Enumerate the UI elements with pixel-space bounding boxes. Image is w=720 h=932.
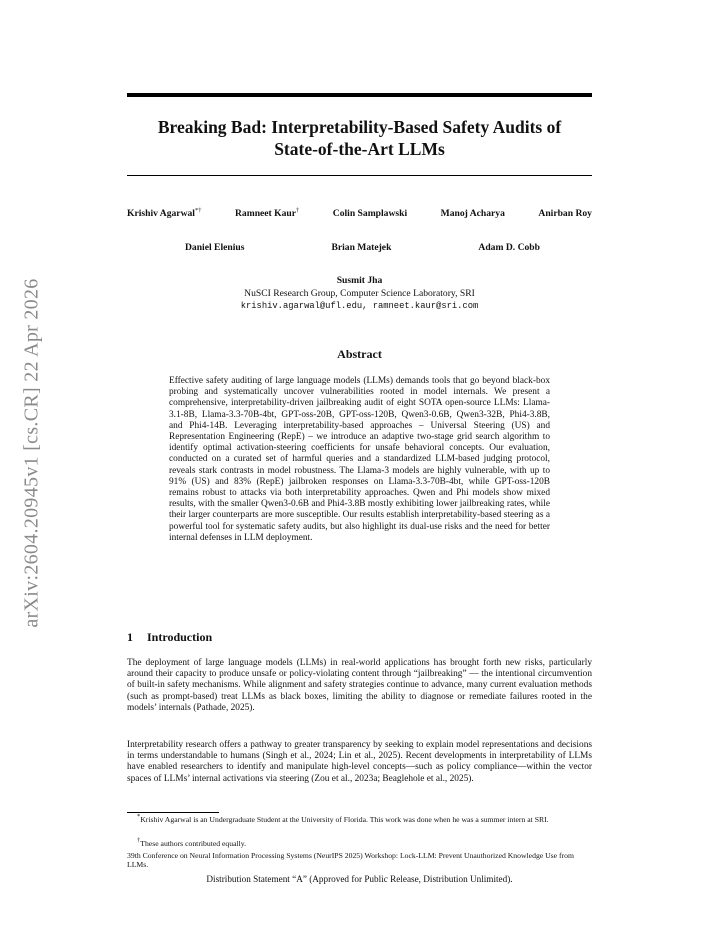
author: Krishiv Agarwal*† — [127, 207, 202, 219]
author-row-2 — [185, 242, 540, 253]
arxiv-side-stamp: arXiv:2604.20945v1 [cs.CR] 22 Apr 2026 — [20, 278, 43, 628]
footnote-2: †These authors contributed equally. — [137, 837, 247, 848]
title-top-rule — [127, 93, 592, 97]
affiliation: NuSCI Research Group, Computer Science Laboratory, SRI — [244, 288, 475, 299]
last-author: Susmit Jha — [336, 275, 383, 286]
title-line-1: Breaking Bad: Interpretability-Based Safety Audits of — [157, 117, 562, 137]
section-title: Introduction — [147, 630, 213, 644]
author: Brian Matejek — [331, 242, 392, 253]
intro-paragraph-2: Interpretability research offers a pathway to greater transparency by seeking to explain model representations and decisions in terms understandable to humans (Singh et al., 2024; Lin et al., 2025). Recent developments in interpretability of LLMs have enabled researchers to identify and manipulate high-level concepts—such as policy compliance—within the vector spaces of LLMs’ internal activations via steering (Zou et al., 2023a; Beaglehole et al., 2025). — [127, 740, 592, 784]
author: Adam D. Cobb — [478, 242, 540, 253]
author: Colin Samplawski — [332, 208, 408, 219]
author: Ramneet Kaur† — [234, 207, 300, 219]
distribution-statement: Distribution Statement “A” (Approved for Public Release, Distribution Unlimited). — [206, 874, 513, 884]
section-number: 1 — [127, 630, 133, 644]
author: Manoj Acharya — [440, 208, 505, 219]
author: Anirban Roy — [538, 208, 592, 219]
title-line-2: State-of-the-Art LLMs — [274, 139, 445, 159]
paper-title — [127, 116, 592, 160]
footnote-1: *Krishiv Agarwal is an Undergraduate Student at the University of Florida. This work was done when he was a summer intern at SRI. — [137, 813, 549, 824]
author: Daniel Elenius — [185, 242, 245, 253]
abstract-body: Effective safety auditing of large language models (LLMs) demands tools that go beyond black-box probing and systematically uncover vulnerabilities rooted in model internals. We present a comprehensive, interpretability-driven jailbreaking audit of eight SOTA open-source LLMs: Llama-3.1-8B, Llama-3.3-70B-4bt, GPT-oss-20B, GPT-oss-120B, Qwen3-0.6B, Qwen3-32B, Phi4-3.8B, and Phi4-14B. Leveraging interpretability-based approaches – Universal Steering (US) and Representation Engineering (RepE) – we introduce an adaptive two-stage grid search algorithm to identify optimal activation-steering coefficients for unsafe behavioral concepts. Our evaluation, conducted on a curated set of harmful queries and a standardized LLM-based judging protocol, reveals stark contrasts in model robustness. The Llama-3 models are highly vulnerable, with up to 91% (US) and 83% (RepE) jailbroken responses on Llama-3.3-70B-4bt, while GPT-oss-120B remains robust to attacks via both interpretability approaches. Qwen and Phi models show mixed results, with the smaller Qwen3-0.6B and Phi4-3.8B mostly exhibiting lower jailbreaking rates, while their larger counterparts are more susceptible. Our results establish interpretability-based steering as a powerful tool for systematic safety audits, but also highlight its dual-use risks and the need for better internal defenses in LLM deployment. — [169, 376, 550, 543]
author-emails: krishiv.agarwal@ufl.edu, ramneet.kaur@sri.com — [240, 301, 479, 311]
section-heading — [127, 630, 212, 645]
intro-paragraph-1: The deployment of large language models (LLMs) in real-world applications has brought forth new risks, particularly around their capacity to produce unsafe or policy-violating content through “jailbreaking” — the intentional circumvention of built-in safety mechanisms. While alignment and safety strategies continue to advance, many current evaluation methods (such as prompt-based) treat LLMs as black boxes, limiting the ability to diagnose or remediate failures rooted in the models’ internals (Pathade, 2025). — [127, 658, 592, 713]
venue-note: 39th Conference on Neural Information Processing Systems (NeurIPS 2025) Workshop: Lock-LLM: Prevent Unauthorized Knowledge Use from LLMs. — [127, 851, 574, 870]
title-bottom-rule — [127, 175, 592, 176]
footnote-rule — [127, 812, 219, 813]
author-row-1 — [127, 208, 592, 219]
abstract-heading: Abstract — [337, 347, 382, 361]
